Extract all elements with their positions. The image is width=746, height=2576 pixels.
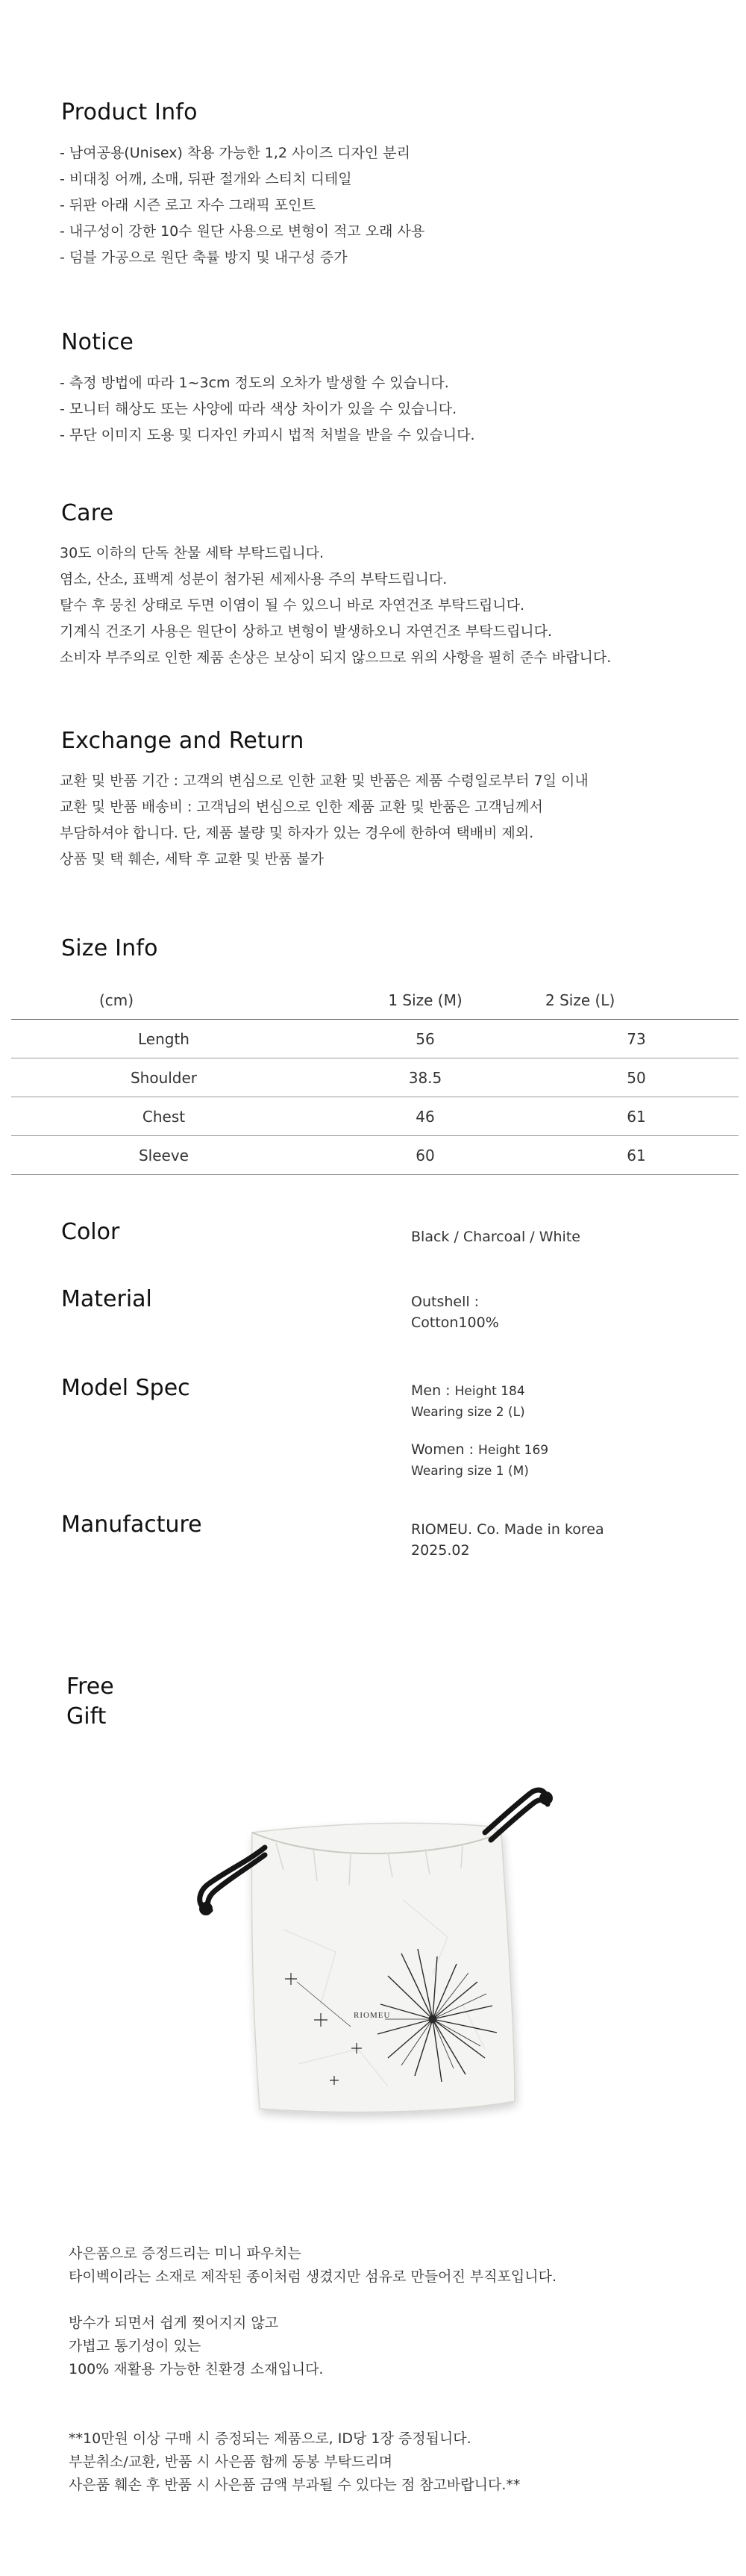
women-height: Height 169	[478, 1443, 549, 1458]
material-line: Cotton100%	[411, 1314, 499, 1331]
product-info-line: - 뒤판 아래 시즌 로고 자수 그래픽 포인트	[60, 197, 316, 213]
model-spec-men	[411, 1380, 525, 1423]
table-row	[11, 1020, 739, 1058]
notice-line: - 측정 방법에 따라 1~3cm 정도의 오차가 발생할 수 있습니다.	[60, 375, 449, 391]
size-row-l: 50	[534, 1058, 739, 1097]
size-table	[11, 982, 739, 1175]
exchange-line: 교환 및 반품 기간 : 고객의 변심으로 인한 교환 및 반품은 제품 수령일로부터 7일 이내	[60, 773, 589, 789]
care-line: 염소, 산소, 표백계 성분이 첨가된 세제사용 주의 부탁드립니다.	[60, 571, 448, 587]
care-list	[60, 540, 611, 671]
material-value	[411, 1291, 499, 1333]
women-label: Women :	[411, 1441, 474, 1458]
manufacture-line: RIOMEU. Co. Made in korea	[411, 1521, 604, 1538]
product-info-line: - 덤블 가공으로 원단 축률 방지 및 내구성 증가	[60, 249, 348, 266]
gift-text-line	[69, 2289, 557, 2312]
gift-text-line: 타이벡이라는 소재로 제작된 종이처럼 생겼지만 섬유로 만들어진 부직포입니다.	[69, 2268, 557, 2285]
table-row	[11, 1097, 739, 1136]
model-spec-women	[411, 1439, 548, 1482]
manufacture-label: Manufacture	[61, 1512, 202, 1538]
table-row	[11, 1058, 739, 1097]
product-info-line: - 비대칭 어깨, 소매, 뒤판 절개와 스티치 디테일	[60, 171, 352, 187]
pouch-logo: RIOMEU	[354, 2011, 391, 2020]
gift-description	[69, 2242, 557, 2497]
care-line: 소비자 부주의로 인한 제품 손상은 보상이 되지 않으므로 위의 사항을 필히 준수 바랍니다.	[60, 649, 612, 666]
women-size: Wearing size 1 (M)	[411, 1464, 529, 1479]
size-row-m: 38.5	[316, 1058, 534, 1097]
color-label: Color	[61, 1219, 120, 1245]
cord-right	[485, 1790, 546, 1833]
gift-text-line	[69, 2404, 557, 2427]
product-info-list	[60, 140, 424, 271]
size-row-label: Chest	[11, 1097, 316, 1136]
product-info-line: - 내구성이 강한 10수 원단 사용으로 변형이 적고 오래 사용	[60, 223, 425, 240]
exchange-line: 상품 및 택 훼손, 세탁 후 교환 및 반품 불가	[60, 851, 325, 867]
care-line: 탈수 후 뭉친 상태로 두면 이염이 될 수 있으니 바로 자연건조 부탁드립니다.	[60, 597, 525, 614]
size-row-m: 56	[316, 1020, 534, 1058]
gift-text-line: 사은품으로 증정드리는 미니 파우치는	[69, 2245, 301, 2262]
gift-text-line: 100% 재활용 가능한 친환경 소재입니다.	[69, 2361, 324, 2377]
material-label: Material	[61, 1286, 152, 1312]
pouch-image	[164, 1780, 612, 2139]
pouch-body	[251, 1823, 515, 2112]
care-line: 30도 이하의 단독 찬물 세탁 부탁드립니다.	[60, 545, 325, 561]
notice-line: - 모니터 해상도 또는 사양에 따라 색상 차이가 있을 수 있습니다.	[60, 401, 457, 417]
care-title: Care	[61, 500, 114, 526]
exchange-line: 부담하셔야 합니다. 단, 제품 불량 및 하자가 있는 경우에 한하여 택배비 제외.	[60, 825, 534, 841]
size-row-label: Shoulder	[11, 1058, 316, 1097]
manufacture-line: 2025.02	[411, 1542, 470, 1559]
gift-text-line: 방수가 되면서 쉽게 찢어지지 않고	[69, 2315, 279, 2331]
notice-title: Notice	[61, 329, 134, 355]
model-spec-label: Model Spec	[61, 1375, 190, 1401]
notice-list	[60, 370, 475, 449]
product-info-line: - 남여공용(Unisex) 착용 가능한 1,2 사이즈 디자인 분리	[60, 145, 410, 161]
gift-title-line: Gift	[66, 1703, 107, 1730]
color-value: Black / Charcoal / White	[411, 1229, 580, 1245]
size-row-label: Length	[11, 1020, 316, 1058]
free-gift-title	[66, 1672, 114, 1732]
gift-text-line: 사은품 훼손 후 반품 시 사은품 금액 부과될 수 있다는 점 참고바랍니다.**	[69, 2477, 521, 2493]
material-line: Outshell :	[411, 1294, 480, 1310]
size-row-m: 60	[316, 1136, 534, 1175]
manufacture-value	[411, 1519, 604, 1561]
size-header-unit: (cm)	[11, 982, 316, 1020]
exchange-title: Exchange and Return	[61, 728, 304, 754]
size-header-m: 1 Size (M)	[316, 982, 534, 1020]
exchange-list	[60, 768, 589, 873]
size-row-l: 61	[534, 1097, 739, 1136]
gift-title-line: Free	[66, 1674, 114, 1700]
product-info-title: Product Info	[61, 99, 198, 125]
men-size: Wearing size 2 (L)	[411, 1405, 525, 1420]
men-height: Height 184	[454, 1384, 525, 1399]
gift-text-line: 부분취소/교환, 반품 시 사은품 함께 동봉 부탁드리며	[69, 2454, 393, 2470]
size-table-header	[11, 982, 739, 1020]
care-line: 기계식 건조기 사용은 원단이 상하고 변형이 발생하오니 자연건조 부탁드립니다.	[60, 623, 553, 640]
size-row-l: 73	[534, 1020, 739, 1058]
gift-text-line: **10만원 이상 구매 시 증정되는 제품으로, ID당 1장 증정됩니다.	[69, 2430, 471, 2447]
men-label: Men :	[411, 1382, 451, 1399]
size-row-l: 61	[534, 1136, 739, 1175]
table-row	[11, 1136, 739, 1175]
notice-line: - 무단 이미지 도용 및 디자인 카피시 법적 처벌을 받을 수 있습니다.	[60, 427, 475, 443]
size-header-l: 2 Size (L)	[534, 982, 739, 1020]
gift-text-line: 가볍고 통기성이 있는	[69, 2338, 201, 2354]
size-row-label: Sleeve	[11, 1136, 316, 1175]
size-row-m: 46	[316, 1097, 534, 1136]
size-info-title: Size Info	[61, 935, 158, 961]
exchange-line: 교환 및 반품 배송비 : 고객님의 변심으로 인한 제품 교환 및 반품은 고객님께서	[60, 799, 543, 815]
gift-text-line	[69, 2381, 557, 2404]
